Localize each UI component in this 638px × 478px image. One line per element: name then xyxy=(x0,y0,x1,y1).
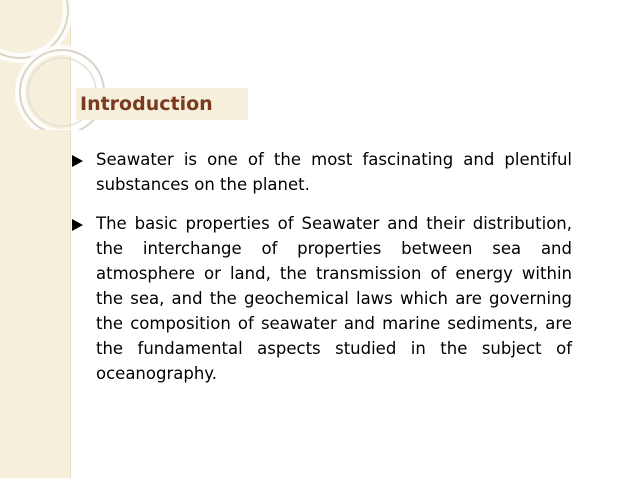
slide-title: Introduction xyxy=(80,93,213,115)
bullet-item xyxy=(72,211,572,386)
bullet-arrow-icon xyxy=(72,219,83,231)
bullet-text: Seawater is one of the most fascinating and plentiful substances on the planet. xyxy=(96,150,572,194)
bullet-text: The basic properties of Seawater and their distribution, the interchange of properties between sea and atmosphere or land, the transmission of energy within the sea, and the geochemical laws which are governing the composition of seawater and marine sediments, are the fundamental aspects studied in the subject of oceanography. xyxy=(96,214,572,383)
bullet-list xyxy=(72,147,572,400)
bullet-item xyxy=(72,147,572,197)
bullet-arrow-icon xyxy=(72,155,83,167)
